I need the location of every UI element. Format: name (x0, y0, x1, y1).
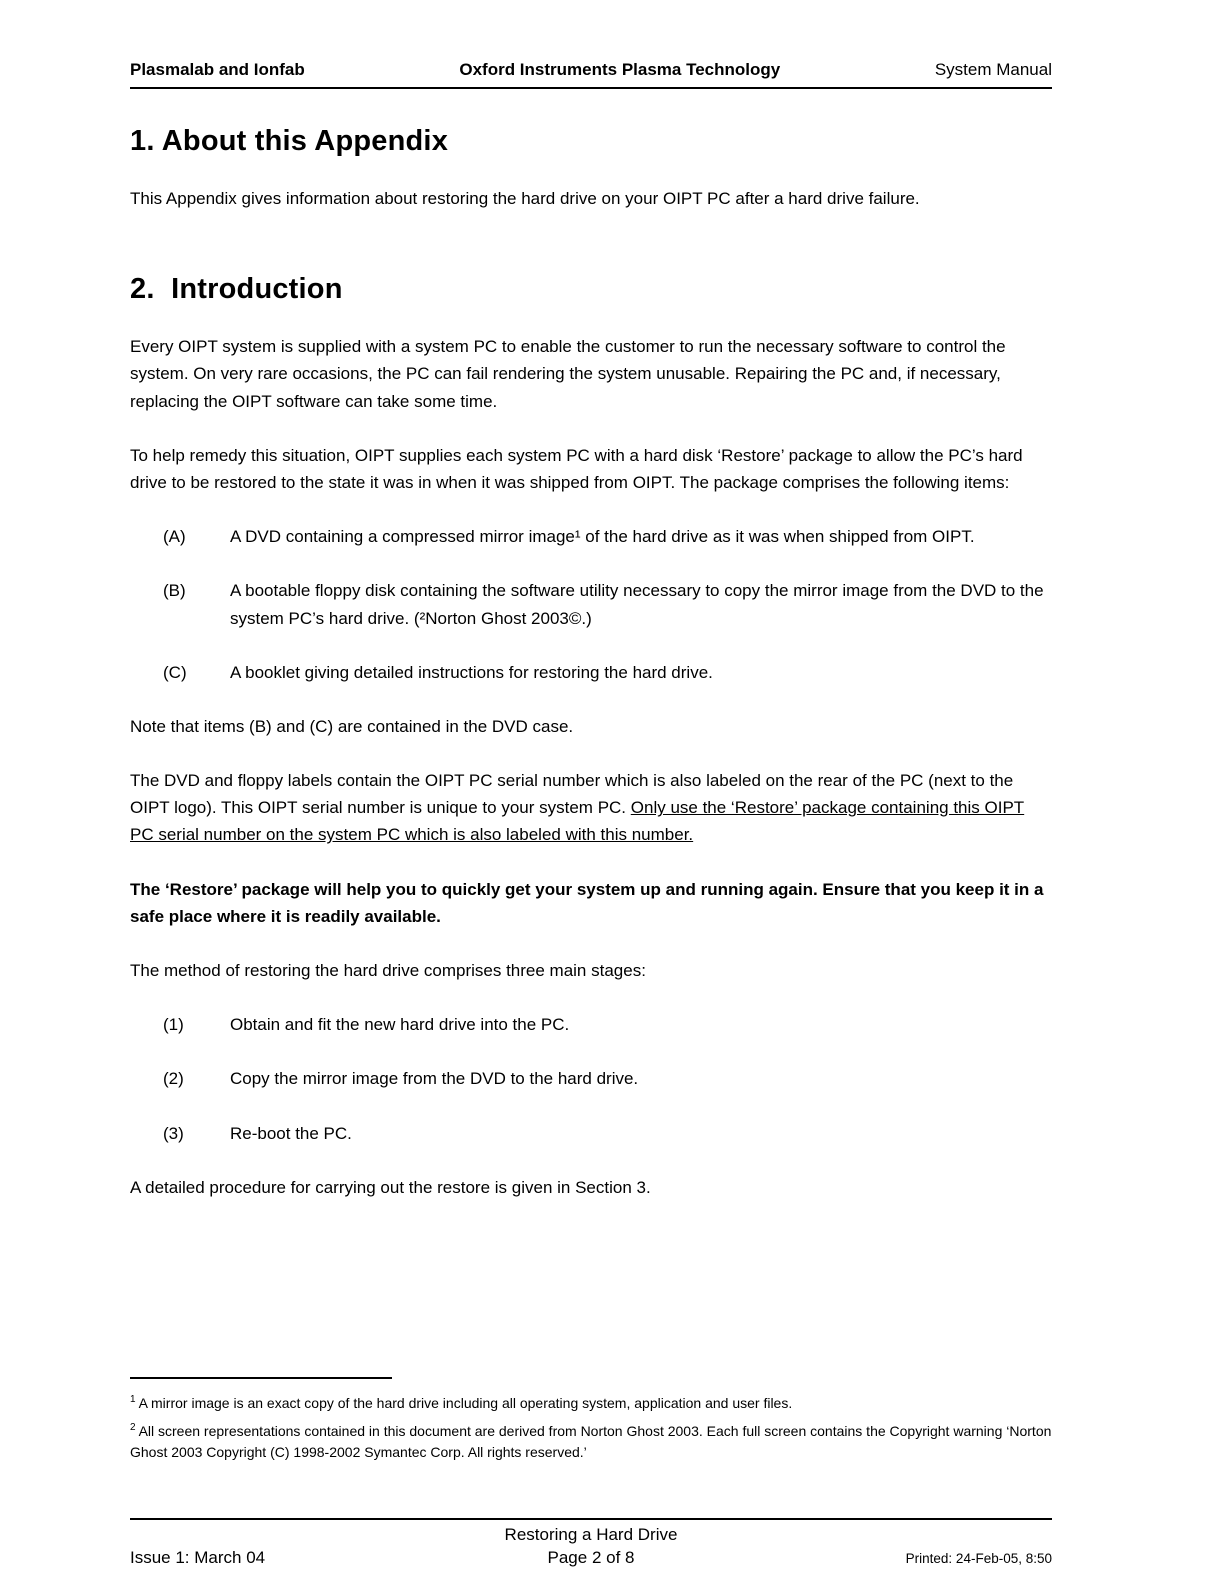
paragraph-supplied-system: Every OIPT system is supplied with a system PC to enable the customer to run the necessary software to control the system. On very rare occasions, the PC can fail rendering the system unusable. Repairing the PC and, if necessary, replacing the OIPT software can take some time. (130, 337, 1006, 411)
paragraph-stages-intro: The method of restoring the hard drive comprises three main stages: (130, 961, 646, 980)
header-manual-type: System Manual (934, 60, 1052, 79)
page-footer (130, 1518, 1052, 1568)
footnotes-section (130, 1377, 1052, 1470)
list-item-1 (130, 1011, 1052, 1038)
lettered-list (130, 523, 1052, 713)
list-item-3-text: Re-boot the PC. (230, 1123, 352, 1143)
serial-number-warning-underlined: Only use the ‘Restore’ package containing this OIPT PC serial number on the system PC which is also labeled with this number. (130, 798, 1025, 845)
list-item-c (130, 659, 1052, 686)
list-item-c-text: A booklet giving detailed instructions for restoring the hard drive. (230, 662, 713, 682)
footer-issue: Issue 1: March 04 (130, 1548, 266, 1567)
paragraph-serial-number (130, 767, 1052, 849)
header-company: Oxford Instruments Plasma Technology (459, 60, 781, 79)
list-item-3-label: (3) (163, 1123, 184, 1143)
footnote-1 (130, 1393, 1052, 1415)
list-item-2-label: (2) (163, 1069, 184, 1089)
section-1-heading: 1. About this Appendix (130, 125, 449, 157)
header-doc-title: Plasmalab and Ionfab (130, 60, 305, 79)
footnote-2 (130, 1421, 1052, 1464)
list-item-2-text: Copy the mirror image from the DVD to the hard drive. (230, 1069, 639, 1089)
footnote-1-marker: 1 (130, 1394, 136, 1406)
paragraph-keep-safe-bold: The ‘Restore’ package will help you to quickly get your system up and running again. Ensure that you keep it in a safe place where it is readily available. (130, 879, 1044, 926)
footnote-2-text: All screen representations contained in this document are derived from Norton Ghost 2003. Each full screen contains the Copyright warning ‘Norton Ghost 2003 Copyright (C) 1998-2002 Symantec Corp. All rights reserved.’ (130, 1422, 1052, 1461)
paragraph-closing: A detailed procedure for carrying out the restore is given in Section 3. (130, 1177, 651, 1197)
footer-info-row (130, 1548, 1052, 1568)
paragraph-note: Note that items (B) and (C) are contained in the DVD case. (130, 716, 574, 736)
footnote-separator-rule (130, 1377, 392, 1379)
paragraph-restore-package: To help remedy this situation, OIPT supplies each system PC with a hard disk ‘Restore’ package to allow the PC’s hard drive to be restored to the state it was in when it was shipped from OIPT. The package comprises the following items: (130, 445, 1023, 492)
serial-number-text: The DVD and floppy labels contain the OIPT PC serial number which is also labeled on the rear of the PC (next to the OIPT logo). This OIPT serial number is unique to your system PC. (130, 771, 1014, 818)
footer-page-number: Page 2 of 8 (547, 1548, 635, 1567)
page-header (130, 60, 1052, 89)
list-item-b-label: (B) (163, 581, 186, 601)
list-item-3 (130, 1120, 1052, 1147)
list-item-a-text: A DVD containing a compressed mirror image¹ of the hard drive as it was when shipped from OIPT. (230, 527, 975, 547)
section-1-paragraph: This Appendix gives information about restoring the hard drive on your OIPT PC after a hard drive failure. (130, 189, 920, 208)
list-item-2 (130, 1065, 1052, 1092)
footer-printed-date: Printed: 24-Feb-05, 8:50 (905, 1551, 1052, 1566)
list-item-b (130, 577, 1052, 631)
section-2-heading: 2. Introduction (130, 273, 343, 306)
list-item-a (130, 523, 1052, 550)
footnote-2-marker: 2 (130, 1421, 136, 1433)
list-item-b-text: A bootable floppy disk containing the software utility necessary to copy the mirror image from the DVD to the system PC’s hard drive. (²Norton Ghost 2003©.) (230, 581, 1044, 628)
footer-chapter-title: Restoring a Hard Drive (504, 1525, 678, 1544)
numbered-list (130, 1011, 1052, 1174)
list-item-1-label: (1) (163, 1015, 184, 1035)
list-item-a-label: (A) (163, 527, 186, 547)
list-item-c-label: (C) (163, 662, 187, 682)
footnote-1-text: A mirror image is an exact copy of the hard drive including all operating system, application and user files. (138, 1394, 793, 1411)
list-item-1-text: Obtain and fit the new hard drive into the PC. (230, 1015, 570, 1035)
